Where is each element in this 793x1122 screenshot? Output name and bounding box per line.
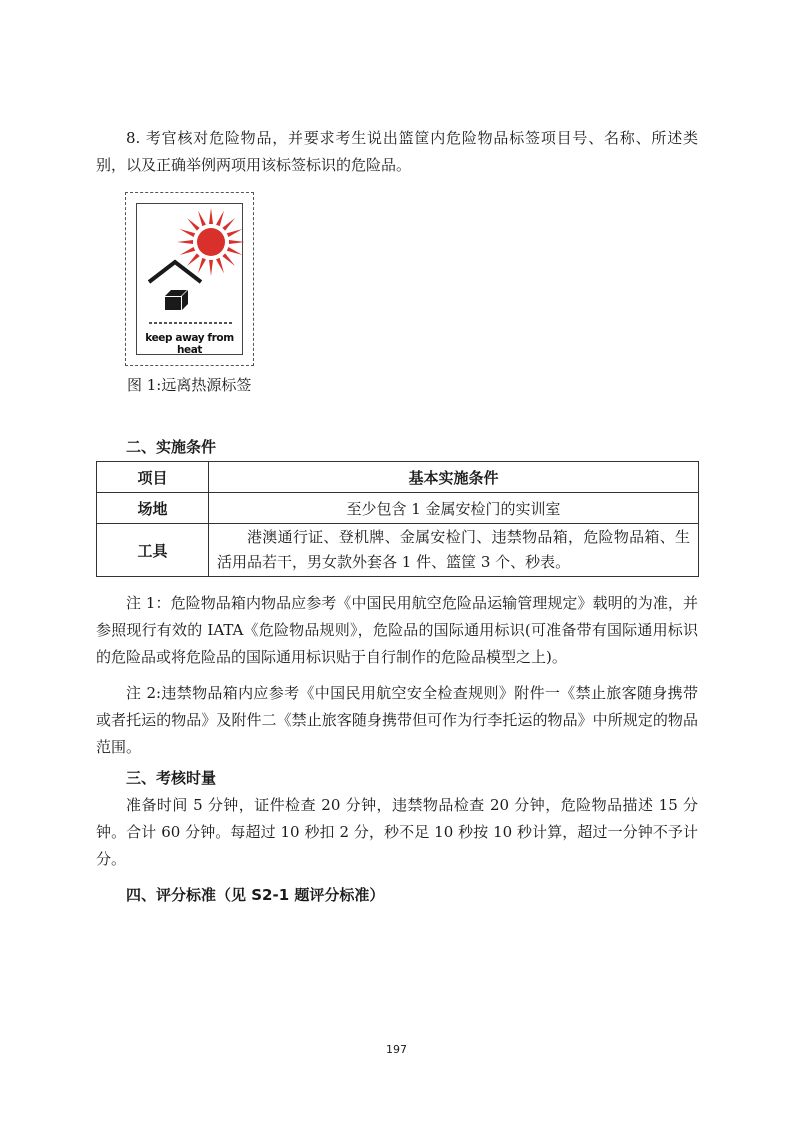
- row-tools-value: 港澳通行证、登机牌、金属安检门、违禁物品箱，危险物品箱、生活用品若干，男女款外套各 1 件、篮筐 3 个、秒表。: [209, 524, 699, 577]
- note-1-paragraph: 注 1：危险物品箱内物品应参考《中国民用航空危险品运输管理规定》载明的为准，并参照现行有效的 IATA《危险物品规则》，危险品的国际通用标识(可准备带有国际通用标识的危险品或将危险品的国际通用标识贴于自行制作的危险品模型之上)。: [96, 594, 698, 666]
- time-paragraph: 准备时间 5 分钟，证件检查 20 分钟，违禁物品检查 20 分钟，危险物品描述 15 分钟。合计 60 分钟。每超过 10 秒扣 2 分，秒不足 10 秒按 10 秒计算，超过一分钟不予计分。: [96, 796, 698, 868]
- row-site-label: 场地: [97, 493, 209, 524]
- conditions-table: [96, 461, 699, 577]
- section-3-heading: 三、考核时量: [126, 769, 217, 787]
- table-header-row: [97, 462, 699, 493]
- label-inner-frame: [136, 203, 243, 355]
- roof-icon: [149, 262, 201, 282]
- item-8-paragraph: 8. 考官核对危险物品，并要求考生说出篮筐内危险物品标签项目号、名称、所述类别，以及正确举例两项用该标签标识的危险品。: [96, 129, 698, 174]
- note-2-paragraph: 注 2:违禁物品箱内应参考《中国民用航空安全检查规则》附件一《禁止旅客随身携带或者托运的物品》及附件二《禁止旅客随身携带但可作为行李托运的物品》中所规定的物品范围。: [96, 684, 698, 756]
- label-text: keep away from heat: [145, 332, 234, 356]
- sun-icon: [177, 208, 244, 276]
- package-icon: [165, 290, 188, 310]
- keep-away-from-heat-label: [125, 192, 254, 366]
- row-site-value: 至少包含 1 金属安检门的实训室: [209, 493, 699, 524]
- section-2-heading: 二、实施条件: [126, 438, 217, 456]
- section-4-heading: 四、评分标准（见 S2-1 题评分标准）: [126, 886, 385, 904]
- header-item: 项目: [97, 462, 209, 493]
- page-number: 197: [386, 1043, 407, 1056]
- table-row: [97, 493, 699, 524]
- header-condition: 基本实施条件: [209, 462, 699, 493]
- row-tools-label: 工具: [97, 524, 209, 577]
- table-row: [97, 524, 699, 577]
- figure-caption: 图 1:远离热源标签: [127, 376, 252, 394]
